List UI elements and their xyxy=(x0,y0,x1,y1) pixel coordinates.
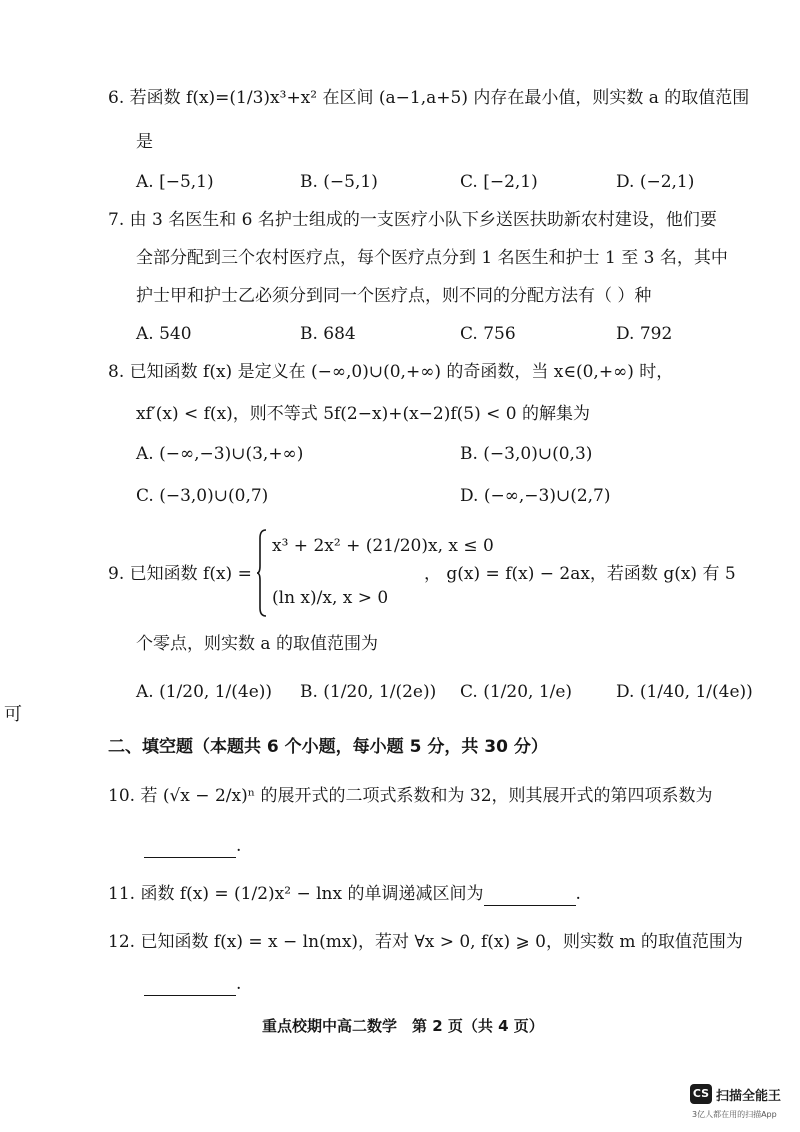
section-fill-in-heading: 二、填空题（本题共 6 个小题，每小题 5 分，共 30 分） xyxy=(108,737,548,757)
q9-option-d: D. (1/40, 1/(4e)) xyxy=(616,682,753,702)
q7-line1: 7. 由 3 名医生和 6 名护士组成的一支医疗小队下乡送医扶助新农村建设，他们要 xyxy=(108,210,717,230)
q6-option-c: C. [−2,1) xyxy=(460,172,538,192)
q7-option-a: A. 540 xyxy=(136,324,192,344)
q6-option-d: D. (−2,1) xyxy=(616,172,695,192)
q9-piece2: (ln x)/x, x > 0 xyxy=(272,588,389,608)
q10-answer-blank xyxy=(144,839,236,858)
q9-tail: ， g(x) = f(x) − 2ax，若函数 g(x) 有 5 xyxy=(424,564,736,584)
margin-character: 可 xyxy=(4,704,22,725)
q12-line1: 12. 已知函数 f(x) = x − ln(mx)，若对 ∀x > 0, f(x) ⩾ 0，则实数 m 的取值范围为 xyxy=(108,932,743,952)
q10-line1: 10. 若 (√x − 2/x)ⁿ 的展开式的二项式系数和为 32，则其展开式的第四项系数为 xyxy=(108,786,713,806)
q11-period: . xyxy=(575,884,581,904)
q11-answer-blank xyxy=(484,887,576,906)
camscanner-logo-icon: CS xyxy=(690,1084,712,1104)
q8-option-d: D. (−∞,−3)∪(2,7) xyxy=(460,486,611,506)
q12-answer-blank xyxy=(144,977,236,996)
q9-option-a: A. (1/20, 1/(4e)) xyxy=(136,682,273,702)
q10-answer-line xyxy=(144,834,241,858)
q12-answer-line xyxy=(144,972,241,996)
q8-option-c: C. (−3,0)∪(0,7) xyxy=(136,486,269,506)
q7-option-b: B. 684 xyxy=(300,324,356,344)
q9-piecewise-brace xyxy=(256,528,268,618)
q6-option-b: B. (−5,1) xyxy=(300,172,378,192)
q9-option-c: C. (1/20, 1/e) xyxy=(460,682,573,702)
q12-period: . xyxy=(236,974,242,994)
page-footer: 重点校期中高二数学 第 2 页（共 4 页） xyxy=(262,1017,544,1035)
q7-option-d: D. 792 xyxy=(616,324,673,344)
watermark-app-name: 扫描全能王 xyxy=(716,1089,782,1104)
q8-option-a: A. (−∞,−3)∪(3,+∞) xyxy=(136,444,304,464)
q8-line2: xf′(x) < f(x)，则不等式 5f(2−x)+(x−2)f(5) < 0 的解集为 xyxy=(136,404,591,424)
q9-label: 9. 已知函数 f(x) = xyxy=(108,564,252,584)
q8-line1: 8. 已知函数 f(x) 是定义在 (−∞,0)∪(0,+∞) 的奇函数，当 x∈(0,+∞) 时， xyxy=(108,362,674,382)
q7-option-c: C. 756 xyxy=(460,324,516,344)
q6-line2: 是 xyxy=(136,132,153,152)
q11-line xyxy=(108,882,581,906)
q7-line2: 全部分配到三个农村医疗点，每个医疗点分到 1 名医生和护士 1 至 3 名，其中 xyxy=(136,248,728,268)
q10-period: . xyxy=(236,836,242,856)
q6-line1: 6. 若函数 f(x)=(1/3)x³+x² 在区间 (a−1,a+5) 内存在最小值，则实数 a 的取值范围 xyxy=(108,88,750,108)
q7-line3: 护士甲和护士乙必须分到同一个医疗点，则不同的分配方法有（ ）种 xyxy=(136,286,652,306)
q9-piece1: x³ + 2x² + (21/20)x, x ≤ 0 xyxy=(272,536,494,556)
watermark-tagline: 3亿人都在用的扫描App xyxy=(692,1110,777,1119)
q9-option-b: B. (1/20, 1/(2e)) xyxy=(300,682,437,702)
scanner-watermark xyxy=(690,1084,796,1128)
q11-text: 11. 函数 f(x) = (1/2)x² − lnx 的单调递减区间为 xyxy=(108,884,484,904)
q8-option-b: B. (−3,0)∪(0,3) xyxy=(460,444,593,464)
q6-option-a: A. [−5,1) xyxy=(136,172,214,192)
q9-line2: 个零点，则实数 a 的取值范围为 xyxy=(136,634,378,654)
